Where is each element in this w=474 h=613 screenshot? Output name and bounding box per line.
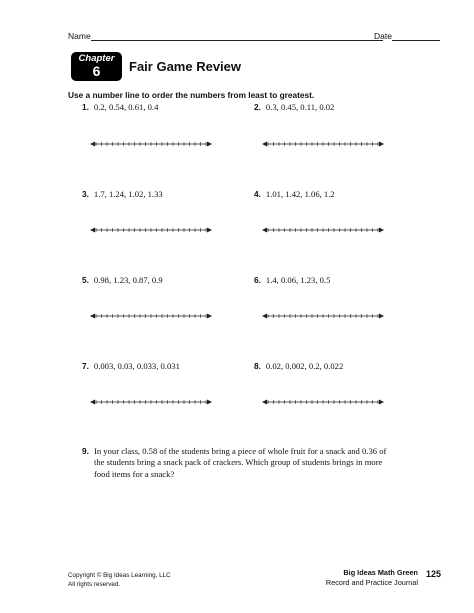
right-arrow-icon — [207, 314, 212, 319]
chapter-number: 6 — [92, 63, 101, 79]
problem-text: 0.003, 0.03, 0.033, 0.031 — [93, 361, 180, 371]
left-arrow-icon — [262, 314, 267, 319]
left-arrow-icon — [262, 142, 267, 147]
problem-2 — [254, 102, 334, 112]
problem-number: 3. — [82, 189, 89, 199]
problem-1 — [82, 102, 158, 112]
number-line-7[interactable] — [90, 397, 212, 407]
page-number: 125 — [426, 569, 442, 579]
problem-number: 4. — [254, 189, 261, 199]
left-arrow-icon — [262, 400, 267, 405]
problem-number: 8. — [254, 361, 261, 371]
footer-copyright — [68, 571, 171, 589]
left-arrow-icon — [90, 400, 95, 405]
right-arrow-icon — [379, 314, 384, 319]
problem-8 — [254, 361, 343, 371]
left-arrow-icon — [90, 142, 95, 147]
left-arrow-icon — [262, 228, 267, 233]
right-arrow-icon — [207, 228, 212, 233]
chapter-word: Chapter — [78, 53, 115, 64]
right-arrow-icon — [379, 142, 384, 147]
problem-number: 1. — [82, 102, 89, 112]
problem-text: 0.98, 1.23, 0.87, 0.9 — [93, 275, 163, 285]
rights-text: All rights reserved. — [68, 581, 121, 588]
book-subtitle: Record and Practice Journal — [325, 578, 418, 587]
problem-9 — [82, 446, 394, 480]
problem-3 — [82, 189, 163, 199]
problem-text: In your class, 0.58 of the students bring a piece of whole fruit for a snack and 0.36 of the students bring a snack pack of crackers. Which group of students brings in more food items for a snack? — [94, 446, 387, 479]
number-line-2[interactable] — [262, 139, 384, 149]
footer-book — [326, 568, 418, 588]
name-blank-line[interactable] — [91, 32, 383, 41]
page-title: Fair Game Review — [129, 59, 241, 74]
number-line-6[interactable] — [262, 311, 384, 321]
number-line-8[interactable] — [262, 397, 384, 407]
problem-text: 0.02, 0.002, 0.2, 0.022 — [265, 361, 344, 371]
problem-4 — [254, 189, 335, 199]
problem-text: 0.3, 0.45, 0.11, 0.02 — [265, 102, 335, 112]
right-arrow-icon — [379, 400, 384, 405]
copyright-text: Copyright © Big Ideas Learning, LLC — [68, 572, 171, 579]
instructions: Use a number line to order the numbers from least to greatest. — [68, 90, 315, 100]
problem-number: 7. — [82, 361, 89, 371]
problem-number: 9. — [82, 446, 89, 456]
problem-text: 1.4, 0.06, 1.23, 0.5 — [265, 275, 331, 285]
problem-text: 1.01, 1.42, 1.06, 1.2 — [265, 189, 335, 199]
date-label: Date — [374, 31, 392, 41]
problem-7 — [82, 361, 180, 371]
problem-5 — [82, 275, 163, 285]
book-title: Big Ideas Math Green — [343, 568, 418, 577]
number-line-3[interactable] — [90, 225, 212, 235]
date-field[interactable] — [374, 31, 440, 41]
problem-number: 6. — [254, 275, 261, 285]
problem-text: 1.7, 1.24, 1.02, 1.33 — [93, 189, 163, 199]
chapter-badge — [71, 52, 122, 81]
problem-number: 2. — [254, 102, 261, 112]
date-blank-line[interactable] — [392, 32, 440, 41]
problem-text: 0.2, 0.54, 0.61, 0.4 — [93, 102, 159, 112]
number-line-4[interactable] — [262, 225, 384, 235]
problem-6 — [254, 275, 330, 285]
right-arrow-icon — [207, 142, 212, 147]
right-arrow-icon — [379, 228, 384, 233]
problem-number: 5. — [82, 275, 89, 285]
left-arrow-icon — [90, 228, 95, 233]
number-line-1[interactable] — [90, 139, 212, 149]
number-line-5[interactable] — [90, 311, 212, 321]
name-label: Name — [68, 31, 91, 41]
right-arrow-icon — [207, 400, 212, 405]
name-field[interactable] — [68, 31, 383, 41]
left-arrow-icon — [90, 314, 95, 319]
